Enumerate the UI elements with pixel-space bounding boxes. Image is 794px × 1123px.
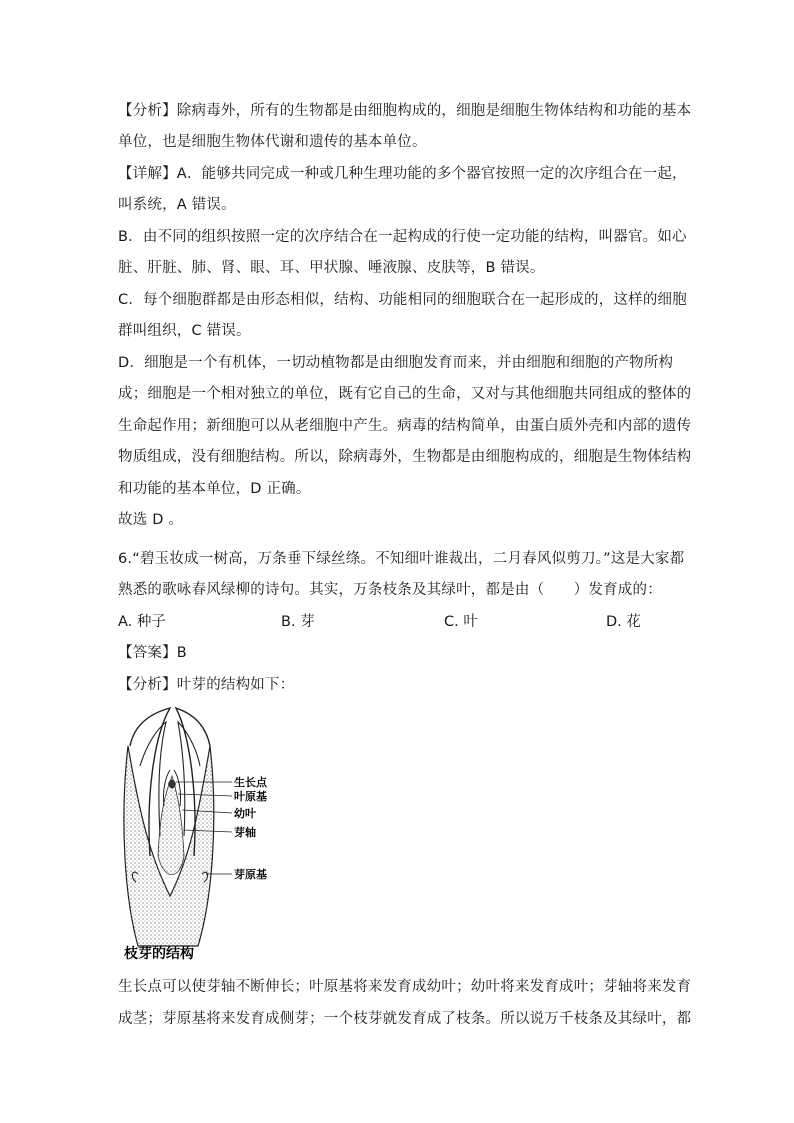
text-line: 成茎；芽原基将来发育成侧芽；一个枝芽就发育成了枝条。所以说万千枝条及其绿叶，都 xyxy=(118,1011,692,1027)
option-b: B. 芽 xyxy=(281,614,315,630)
figure-caption: 枝芽的结构 xyxy=(124,946,194,962)
label-bud-primordium: 芽原基 xyxy=(234,868,267,881)
text-line: 群叫组织，C 错误。 xyxy=(118,323,251,339)
label-bud-axis: 芽轴 xyxy=(234,826,256,839)
option-d: D. 花 xyxy=(606,614,641,630)
analysis-intro: 【分析】叶芽的结构如下： xyxy=(118,677,295,693)
text-line: 【详解】A．能够共同完成一种或几种生理功能的多个器官按照一定的次序组合在一起， xyxy=(118,166,687,182)
question-text: 熟悉的歌咏春风绿柳的诗句。其实，万条枝条及其绿叶，都是由（ ）发育成的： xyxy=(118,582,662,598)
text-line: C．每个细胞群都是由形态相似，结构、功能相同的细胞联合在一起形成的，这样的细胞 xyxy=(118,292,687,308)
text-line: 物质组成，没有细胞结构。所以，除病毒外，生物都是由细胞构成的，细胞是生物体结构 xyxy=(118,449,692,465)
text-line: 故选 D 。 xyxy=(118,512,184,528)
option-a: A. 种子 xyxy=(118,614,166,630)
bud-structure-figure xyxy=(118,706,288,968)
text-line: B．由不同的组织按照一定的次序结合在一起构成的行使一定功能的结构，叫器官。如心 xyxy=(118,229,687,245)
question-text: 6.“碧玉妆成一树高，万条垂下绿丝绦。不知细叶谁裁出，二月春风似剪刀。”这是大家都 xyxy=(118,551,685,567)
text-line: 生长点可以使芽轴不断伸长；叶原基将来发育成幼叶；幼叶将来发育成叶；芽轴将来发育 xyxy=(118,979,692,995)
text-line: 生命起作用；新细胞可以从老细胞中产生。病毒的结构简单，由蛋白质外壳和内部的遗传 xyxy=(118,418,692,434)
label-young-leaf: 幼叶 xyxy=(234,807,256,820)
text-line: 【分析】除病毒外，所有的生物都是由细胞构成的，细胞是细胞生物体结构和功能的基本 xyxy=(118,103,692,119)
bud-structure-diagram xyxy=(118,706,288,968)
text-line: 单位，也是细胞生物体代谢和遗传的基本单位。 xyxy=(118,134,427,150)
label-leaf-primordium: 叶原基 xyxy=(234,790,267,803)
text-line: 和功能的基本单位，D 正确。 xyxy=(118,481,311,497)
text-line: 叫系统，A 错误。 xyxy=(118,197,236,213)
label-growing-point: 生长点 xyxy=(234,776,267,789)
answer-line: 【答案】B xyxy=(118,645,187,661)
text-line: D．细胞是一个有机体，一切动植物都是由细胞发育而来，并由细胞和细胞的产物所构 xyxy=(118,355,674,371)
text-line: 脏、肝脏、肺、肾、眼、耳、甲状腺、唾液腺、皮肤等，B 错误。 xyxy=(118,260,545,276)
text-line: 成；细胞是一个相对独立的单位，既有它自己的生命，又对与其他细胞共同组成的整体的 xyxy=(118,386,692,402)
option-c: C. 叶 xyxy=(444,614,478,630)
